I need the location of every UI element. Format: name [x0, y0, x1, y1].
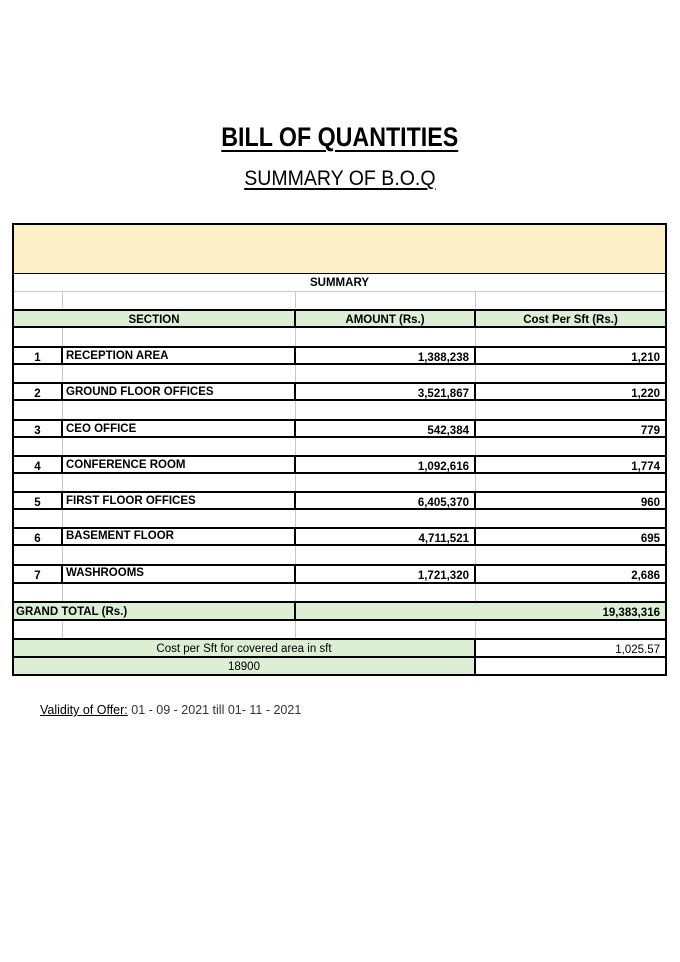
cost-per-sft-value: 779: [474, 419, 667, 438]
row-number: 2: [12, 382, 63, 401]
section-name: GROUND FLOOR OFFICES: [61, 382, 296, 401]
header-banner: [14, 225, 665, 274]
cost-per-sft-value: 1,220: [474, 382, 667, 401]
cost-per-sft-value: 1,774: [474, 455, 667, 474]
covered-area-label: Cost per Sft for covered area in sft: [12, 638, 476, 658]
cost-per-sft-value: 1,210: [474, 346, 667, 365]
section-name: CONFERENCE ROOM: [61, 455, 296, 474]
grand-total-value: 19,383,316: [294, 601, 667, 621]
section-name: FIRST FLOOR OFFICES: [61, 491, 296, 510]
row-number: 5: [12, 491, 63, 510]
row-number: 4: [12, 455, 63, 474]
covered-area-cost: 1,025.57: [474, 638, 667, 658]
section-name: WASHROOMS: [61, 564, 296, 584]
grand-total-label: GRAND TOTAL (Rs.): [12, 601, 296, 621]
row-number: 3: [12, 419, 63, 438]
cost-per-sft-value: 960: [474, 491, 667, 510]
amount-value: 3,521,867: [294, 382, 476, 401]
validity-note: [40, 703, 301, 717]
row-number: 7: [12, 564, 63, 584]
amount-value: 1,092,616: [294, 455, 476, 474]
amount-value: 1,721,320: [294, 564, 476, 584]
column-header-section: SECTION: [12, 309, 296, 328]
covered-area-sft: 18900: [12, 656, 476, 676]
summary-label: SUMMARY: [310, 277, 369, 289]
boq-summary-table: [12, 223, 667, 676]
validity-label: Validity of Offer:: [40, 703, 128, 717]
column-header-cost-per-sft: Cost Per Sft (Rs.): [474, 309, 667, 328]
page-subtitle: SUMMARY OF B.O.Q: [244, 167, 436, 190]
amount-value: 542,384: [294, 419, 476, 438]
amount-value: 6,405,370: [294, 491, 476, 510]
amount-value: 4,711,521: [294, 527, 476, 546]
empty-cell: [474, 656, 667, 676]
amount-value: 1,388,238: [294, 346, 476, 365]
section-name: BASEMENT FLOOR: [61, 527, 296, 546]
cost-per-sft-value: 695: [474, 527, 667, 546]
row-number: 1: [12, 346, 63, 365]
column-header-amount: AMOUNT (Rs.): [294, 309, 476, 328]
section-name: CEO OFFICE: [61, 419, 296, 438]
cost-per-sft-value: 2,686: [474, 564, 667, 584]
row-number: 6: [12, 527, 63, 546]
section-name: RECEPTION AREA: [61, 346, 296, 365]
page-title: BILL OF QUANTITIES: [221, 122, 459, 152]
validity-dates: 01 - 09 - 2021 till 01- 11 - 2021: [127, 703, 302, 717]
